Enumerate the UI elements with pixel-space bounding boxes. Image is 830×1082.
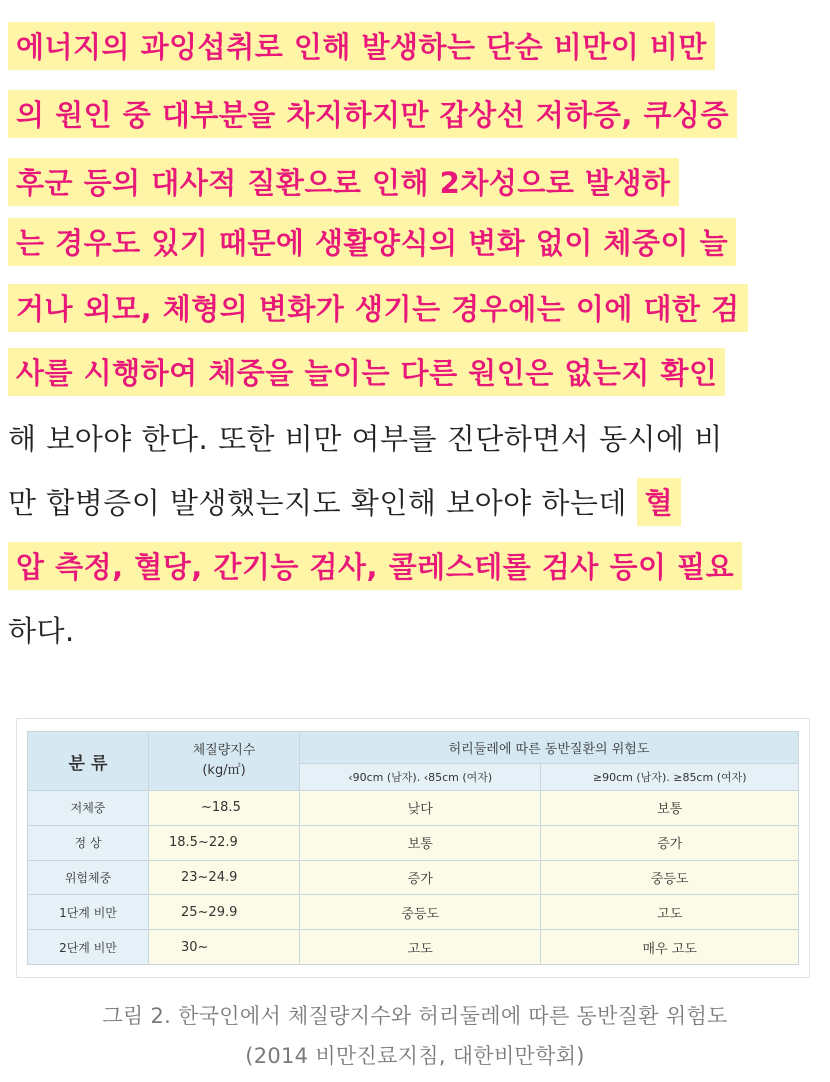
row-risk-low: 중등도 — [300, 895, 541, 930]
table-row — [28, 860, 799, 895]
table-row — [28, 895, 799, 930]
row-category: 정 상 — [28, 825, 149, 860]
row-risk-low: 보통 — [300, 825, 541, 860]
row-bmi: ~18.5 — [149, 791, 300, 826]
highlighted-text: 의 원인 중 대부분을 차지하지만 갑상선 저하증, 쿠싱증 — [8, 90, 737, 138]
highlighted-text: 혈 — [637, 478, 682, 526]
header-bmi-unit: (kg/㎡) — [202, 763, 246, 778]
row-bmi: 30~ — [149, 930, 300, 965]
highlighted-text: 거나 외모, 체형의 변화가 생기는 경우에는 이에 대한 검 — [8, 284, 748, 332]
body-text: 만 합병증이 발생했는지도 확인해 보아야 하는데 — [8, 486, 637, 520]
body-text: 하다. — [8, 614, 75, 648]
row-risk-low: 증가 — [300, 860, 541, 895]
row-risk-high: 증가 — [541, 825, 799, 860]
row-category: 1단계 비만 — [28, 895, 149, 930]
highlighted-text: 에너지의 과잉섭취로 인해 발생하는 단순 비만이 비만 — [8, 22, 715, 70]
table-row — [28, 825, 799, 860]
row-bmi: 18.5~22.9 — [149, 825, 300, 860]
highlighted-text: 는 경우도 있기 때문에 생활양식의 변화 없이 체중이 늘 — [8, 218, 736, 266]
row-risk-high: 매우 고도 — [541, 930, 799, 965]
row-risk-low: 고도 — [300, 930, 541, 965]
highlighted-text: 후군 등의 대사적 질환으로 인해 2차성으로 발생하 — [8, 158, 679, 206]
figure-image — [16, 718, 810, 978]
header-bmi — [149, 732, 300, 791]
table-row — [28, 930, 799, 965]
row-category: 위험체중 — [28, 860, 149, 895]
header-category: 분 류 — [28, 732, 149, 791]
highlighted-text: 압 측정, 혈당, 간기능 검사, 콜레스테롤 검사 등이 필요 — [8, 542, 742, 590]
row-bmi: 25~29.9 — [149, 895, 300, 930]
body-text: 해 보아야 한다. 또한 비만 여부를 진단하면서 동시에 비 — [8, 422, 723, 456]
figure-caption-source: (2014 비만진료지침, 대한비만학회) — [245, 1044, 585, 1068]
row-bmi: 23~24.9 — [149, 860, 300, 895]
header-waist-high: ≥90cm (남자). ≥85cm (여자) — [541, 764, 799, 791]
header-waist-low: ‹90cm (남자). ‹85cm (여자) — [300, 764, 541, 791]
header-bmi-label: 체질량지수 — [192, 743, 256, 758]
table-row — [28, 791, 799, 826]
row-risk-high: 중등도 — [541, 860, 799, 895]
risk-table — [27, 731, 799, 965]
header-risk: 허리둘레에 따른 동반질환의 위험도 — [300, 732, 799, 764]
row-risk-low: 낮다 — [300, 791, 541, 826]
row-category: 저체중 — [28, 791, 149, 826]
row-category: 2단계 비만 — [28, 930, 149, 965]
highlighted-text: 사를 시행하여 체중을 늘이는 다른 원인은 없는지 확인 — [8, 348, 725, 396]
figure-caption: 그림 2. 한국인에서 체질량지수와 허리둘레에 따른 동반질환 위험도 — [102, 1004, 728, 1028]
row-risk-high: 고도 — [541, 895, 799, 930]
row-risk-high: 보통 — [541, 791, 799, 826]
